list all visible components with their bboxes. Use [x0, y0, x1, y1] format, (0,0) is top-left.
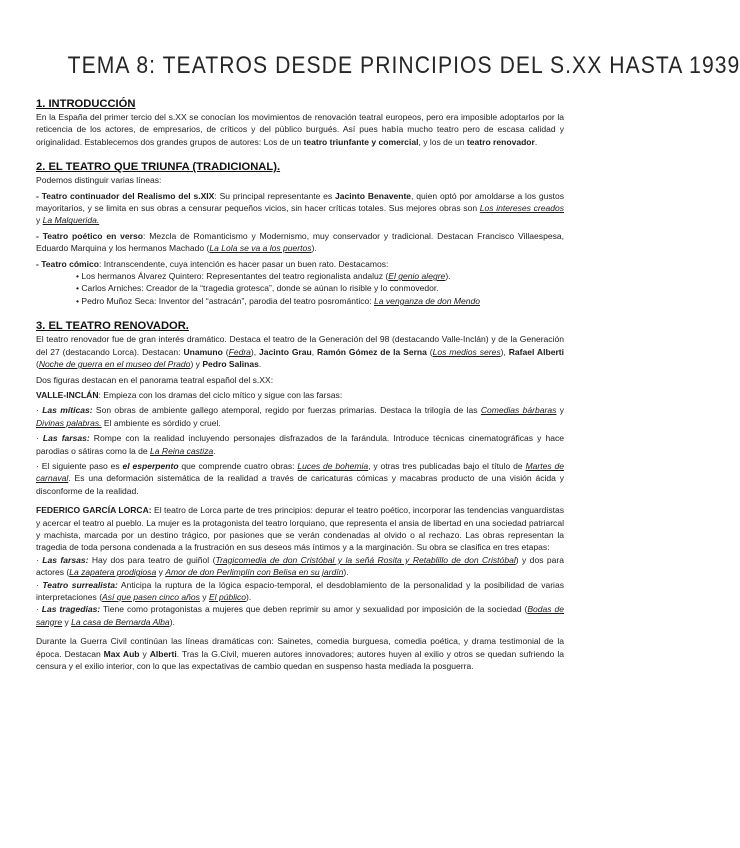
valle-miticas: · Las míticas: Son obras de ambiente gallego atemporal, regido por fuerzas primarias. Destaca la trilogía de las Comedias bárbaras y Divinas palabras. El ambiente es sórdido y cruel. — [36, 405, 564, 428]
page-title: TEMA 8: TEATROS DESDE PRINCIPIOS DEL S.XX HASTA 1939 — [67, 52, 740, 79]
item-teatro-poetico: - Teatro poético en verso: Mezcla de Romanticismo y Modernismo, muy conservador y tradicional. Destacan Francisco Villaespesa, Eduardo Marquina y los hermanos Machado (La Lola se va a los puertos). — [36, 230, 564, 254]
valle-farsas: · Las farsas: Rompe con la realidad incluyendo personajes disfrazados de la farándula. Introduce técnicas cinematográficas y hace parodias o sátiras como la de La Reina castiza. — [36, 433, 564, 456]
section-heading-teatro-triunfa: 2. EL TEATRO QUE TRIUNFA (TRADICIONAL). — [36, 161, 281, 174]
lorca-tragedias: · Las tragedias: Tiene como protagonistas a mujeres que deben reprimir su amor y sexualidad por imposición de la sociedad (Bodas de sangre y La casa de Bernarda Alba). — [36, 604, 564, 627]
renovador-paragraph: El teatro renovador fue de gran interés dramático. Destaca el teatro de la Generación del 98 (destacando Valle-Inclán) y de la Generación del 27 (destacando Lorca). Destacan: Unamuno (Fedra), Jacinto Grau, Ramón Gómez de la Serna (Los medios seres), Rafael Alberti (Noche de guerra en el museo del Prado) y Pedro Salinas. — [36, 334, 564, 370]
comico-sub-munoz-seca: • Pedro Muñoz Seca: Inventor del “astracán”, parodia del teatro posromántico: La venganza de don Mendo — [76, 295, 481, 306]
valle-inclan-intro: VALLE-INCLÁN: Empieza con los dramas del ciclo mítico y sigue con las farsas: — [36, 389, 343, 400]
item-realismo: - Teatro continuador del Realismo del s.XIX: Su principal representante es Jacinto Benavente, quien optó por amoldarse a los gustos mayoritarios, y se limita en sus obras a censurar pequeños vicios, sin hacer críticas totales. Sus mejores obras son Los intereses creados y La Malquerida. — [36, 190, 564, 226]
intro-paragraph: En la España del primer tercio del s.XX se conocían los movimientos de renovación teatral europeos, pero era imposible adoptarlos por la reticencia de los actores, de empresarios, de críticos y del público burgués. Así pues había mucho teatro pero de escasa calidad y originalidad. Establecemos dos grandes grupos de autores: Los de un teatro triunfante y comercial, y los de un teatro renovador. — [36, 112, 564, 147]
valle-esperpento: · El siguiente paso es el esperpento que comprende cuatro obras: Luces de bohemia, y otras tres publicadas bajo el título de Martes de carnaval. Es una deformación sistemática de la realidad a través de caricaturas cómicas y macabras producto de una visión ácida y disconforme de la realidad. — [36, 460, 564, 496]
lorca-paragraph: FEDERICO GARCÍA LORCA: El teatro de Lorca parte de tres principios: depurar el teatro poético, incorporar las tendencias vanguardistas y acercar el teatro al pueblo. La mujer es la protagonista del teatro lorquiano, que representa el ansia de libertad en una sociedad patriarcal y machista, marcada por un destino trágico, por pasiones que se verán condenadas al olvido o al rechazo. Las obras representan la tragedia de toda persona condenada a la frustración en sus deseos más íntimos y a la marginación. Su obra se clasifica en tres etapas: — [36, 505, 564, 553]
comico-sub-quintero: • Los hermanos Álvarez Quintero: Representantes del teatro regionalista andaluz (El genio alegre). — [76, 271, 451, 282]
item-teatro-comico: - Teatro cómico: Intranscendente, cuya intención es hacer pasar un buen rato. Destacamos: — [36, 258, 389, 269]
lorca-surrealista: · Teatro surrealista: Anticipa la ruptura de la lógica espacio-temporal, el desdoblamiento de la personalidad y la posibilidad de varias interpretaciones (Así que pasen cinco años y El público). — [36, 579, 564, 602]
comico-sub-arniches: • Carlos Arniches: Creador de la “tragedia grotesca”, donde se aúnan lo risible y lo conmovedor. — [76, 283, 439, 294]
section-heading-introduccion: 1. INTRODUCCIÓN — [36, 98, 136, 110]
lorca-farsas: · Las farsas: Hay dos para teatro de guiñol (Tragicomedia de don Cristóbal y la señá Rosita y Retablillo de don Cristóbal) y dos para actores (La zapatera prodigiosa y Amor de don Perlimplín con Belisa en su jardín). — [36, 554, 564, 578]
section-heading-teatro-renovador: 3. EL TEATRO RENOVADOR. — [36, 320, 189, 333]
guerra-civil-paragraph: Durante la Guerra Civil continúan las líneas dramáticas con: Sainetes, comedia burguesa, comedia poética, y drama testimonial de la época. Destacan Max Aub y Alberti. Tras la G.Civil, mueren autores innovadores; autores huyen al exilio y otros se quedan sufriendo la censura y el exilio interior, con lo que las expectativas de cambio quedan en suspenso hasta mediada la posguerra. — [36, 636, 564, 672]
dos-figuras-line: Dos figuras destacan en el panorama teatral español del s.XX: — [36, 374, 274, 385]
lines-intro: Podemos distinguir varias líneas: — [36, 175, 162, 186]
